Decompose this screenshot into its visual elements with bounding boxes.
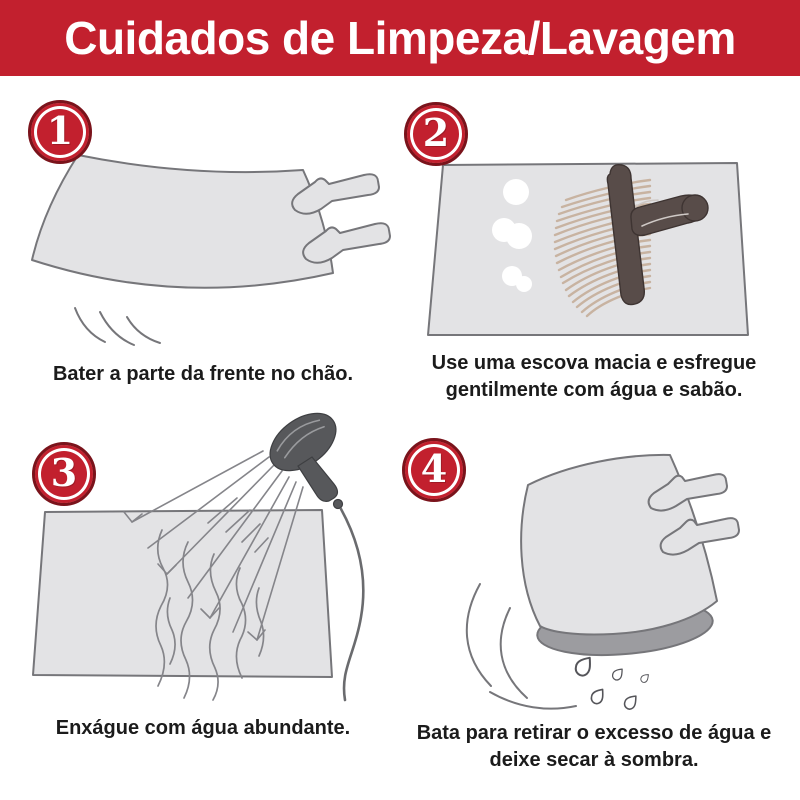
water-drops <box>573 654 651 711</box>
step-1-panel <box>12 90 394 402</box>
step-4-caption: Bata para retirar o excesso de água e deixe secar à sombra. <box>416 722 772 771</box>
step-2-number: 2 <box>422 110 450 155</box>
step-1-number: 1 <box>46 108 74 153</box>
page-title: Cuidados de Limpeza/Lavagem <box>64 12 736 64</box>
step-4-number: 4 <box>420 446 448 491</box>
step-4-panel <box>398 436 790 780</box>
step-1-badge <box>28 100 92 164</box>
step-3-badge <box>32 442 96 506</box>
step-2-badge <box>404 102 468 166</box>
step-4-badge <box>402 438 466 502</box>
title-banner <box>0 0 800 76</box>
step-3-number: 3 <box>50 450 78 495</box>
step-2-caption: Use uma escova macia e esfregue gentilmente com água e sabão. <box>431 352 757 401</box>
step-2-panel <box>398 90 790 406</box>
step-1-caption: Bater a parte da frente no chão. <box>52 363 354 385</box>
step-3-panel <box>12 402 394 754</box>
step-3-caption: Enxágue com água abundante. <box>55 717 351 739</box>
